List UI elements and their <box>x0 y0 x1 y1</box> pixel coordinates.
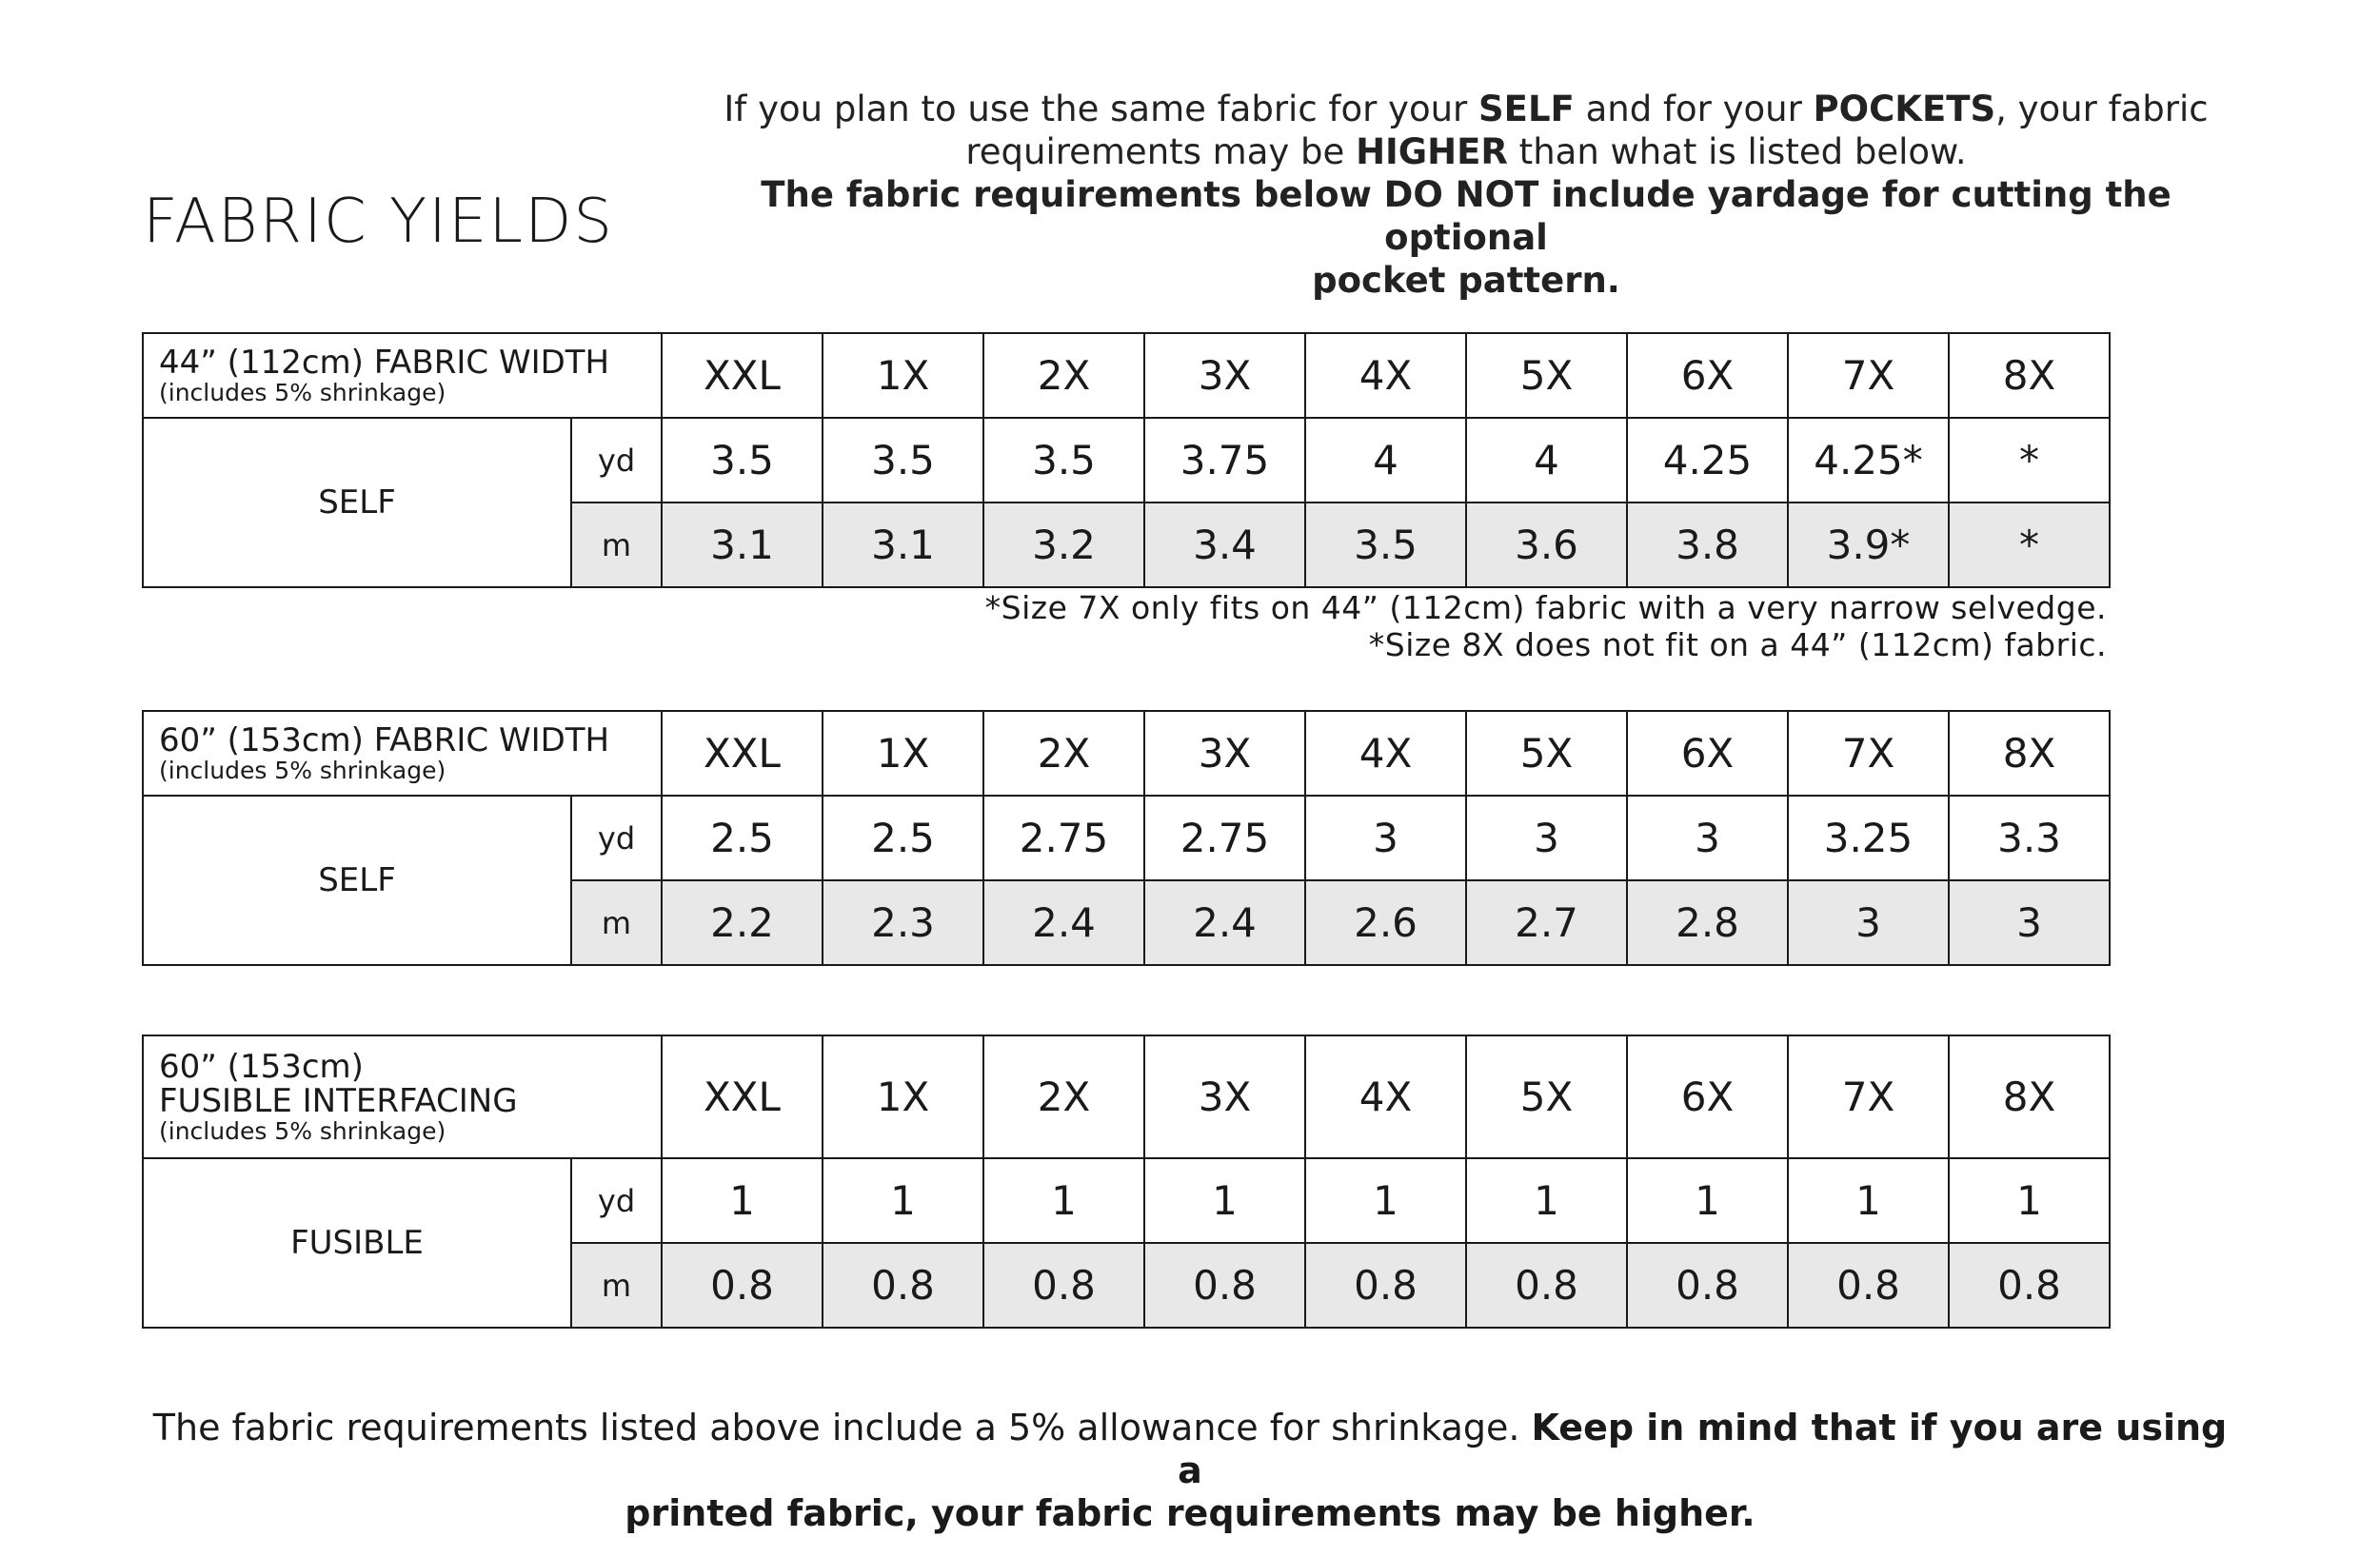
value-cell: 3.5 <box>662 418 823 503</box>
unit-label: m <box>571 503 662 587</box>
shrinkage-note: (includes 5% shrinkage) <box>159 756 446 784</box>
value-cell: 3 <box>1949 880 2110 965</box>
size-header: 8X <box>1949 1035 2110 1158</box>
shrinkage-note: (includes 5% shrinkage) <box>159 1116 446 1145</box>
table-header <box>143 1035 662 1158</box>
fabric-table-60 <box>142 710 2111 966</box>
value-cell: 1 <box>983 1158 1144 1243</box>
size-header: 5X <box>1466 333 1627 418</box>
value-cell: 3.1 <box>662 503 823 587</box>
value-cell: 4 <box>1466 418 1627 503</box>
size-notes <box>985 589 2107 663</box>
footer-bold-text: Keep in mind that if you are using a <box>1178 1407 2228 1491</box>
value-cell: 1 <box>1788 1158 1949 1243</box>
value-cell: 2.75 <box>983 796 1144 880</box>
value-cell: 1 <box>1466 1158 1627 1243</box>
unit-label: m <box>571 880 662 965</box>
intro-line-3 <box>704 173 2228 259</box>
value-cell: 4 <box>1305 418 1466 503</box>
value-cell: 1 <box>662 1158 823 1243</box>
size-header-row <box>143 333 2110 418</box>
size-header: XXL <box>662 711 823 796</box>
value-cell: 1 <box>1949 1158 2110 1243</box>
size-header-row <box>143 1035 2110 1158</box>
value-cell: 3.5 <box>1305 503 1466 587</box>
value-cell: 3 <box>1466 796 1627 880</box>
size-header: 1X <box>823 333 983 418</box>
value-cell: 0.8 <box>1788 1243 1949 1328</box>
row-label: SELF <box>143 418 571 587</box>
fabric-width-label: 60” (153cm) <box>159 1047 364 1086</box>
intro-line-4 <box>704 259 2228 302</box>
shrinkage-note: (includes 5% shrinkage) <box>159 378 446 406</box>
fusible-table-60 <box>142 1035 2111 1329</box>
value-cell: 3 <box>1627 796 1788 880</box>
size-header: 7X <box>1788 711 1949 796</box>
intro-text: requirements may be <box>965 131 1357 172</box>
value-cell: 1 <box>1144 1158 1305 1243</box>
size-header: 6X <box>1627 333 1788 418</box>
yd-row <box>143 1158 2110 1243</box>
value-cell: 2.2 <box>662 880 823 965</box>
row-label: SELF <box>143 796 571 965</box>
size-header: XXL <box>662 1035 823 1158</box>
yd-row <box>143 418 2110 503</box>
table-header <box>143 333 662 418</box>
size-header: 5X <box>1466 1035 1627 1158</box>
value-cell: 2.3 <box>823 880 983 965</box>
value-cell: 3.9* <box>1788 503 1949 587</box>
footer-text: The fabric requirements listed above include a 5% allowance for shrinkage. <box>152 1407 1532 1449</box>
yd-row <box>143 796 2110 880</box>
value-cell: 3.1 <box>823 503 983 587</box>
fabric-width-label: 60” (153cm) FABRIC WIDTH <box>159 720 610 759</box>
intro-note <box>704 88 2228 302</box>
fabric-table-44 <box>142 332 2111 588</box>
page-title: FABRIC YIELDS <box>143 187 614 257</box>
value-cell: 3 <box>1788 880 1949 965</box>
value-cell: 0.8 <box>1305 1243 1466 1328</box>
size-header: 3X <box>1144 333 1305 418</box>
size-header: 6X <box>1627 1035 1788 1158</box>
unit-label: m <box>571 1243 662 1328</box>
value-cell: 2.8 <box>1627 880 1788 965</box>
size-header: 7X <box>1788 1035 1949 1158</box>
size-header: 8X <box>1949 333 2110 418</box>
size-header: 4X <box>1305 711 1466 796</box>
value-cell: 2.6 <box>1305 880 1466 965</box>
size-header: 5X <box>1466 711 1627 796</box>
size-header: 3X <box>1144 711 1305 796</box>
interfacing-label: FUSIBLE INTERFACING <box>159 1081 518 1120</box>
value-cell: 3.25 <box>1788 796 1949 880</box>
note-7x: *Size 7X only fits on 44” (112cm) fabric with a very narrow selvedge. <box>984 589 2107 626</box>
value-cell: 4.25 <box>1627 418 1788 503</box>
value-cell: 0.8 <box>1949 1243 2110 1328</box>
size-header: 3X <box>1144 1035 1305 1158</box>
intro-text: If you plan to use the same fabric for your <box>724 89 1479 129</box>
size-header: 2X <box>983 711 1144 796</box>
value-cell: 3.75 <box>1144 418 1305 503</box>
footer-line-1 <box>143 1407 2237 1492</box>
value-cell: 2.5 <box>823 796 983 880</box>
intro-emphasis-self: SELF <box>1478 89 1575 129</box>
intro-text: than what is listed below. <box>1507 131 1967 172</box>
value-cell: 0.8 <box>983 1243 1144 1328</box>
size-header-row <box>143 711 2110 796</box>
size-header: 6X <box>1627 711 1788 796</box>
size-header: 4X <box>1305 1035 1466 1158</box>
value-cell: 2.4 <box>983 880 1144 965</box>
intro-line-2 <box>704 130 2228 173</box>
value-cell: 3.6 <box>1466 503 1627 587</box>
value-cell: 3.5 <box>823 418 983 503</box>
note-8x: *Size 8X does not fit on a 44” (112cm) fabric. <box>1368 626 2107 663</box>
value-cell: 1 <box>823 1158 983 1243</box>
intro-bold-text: The fabric requirements below DO NOT include yardage for cutting the optional <box>761 174 2172 258</box>
unit-label: yd <box>571 1158 662 1243</box>
footer-note <box>143 1407 2237 1535</box>
size-header: 4X <box>1305 333 1466 418</box>
size-header: XXL <box>662 333 823 418</box>
value-cell: 0.8 <box>662 1243 823 1328</box>
value-cell: * <box>1949 503 2110 587</box>
table-header <box>143 711 662 796</box>
footer-line-2 <box>143 1492 2237 1535</box>
size-header: 1X <box>823 711 983 796</box>
intro-line-1 <box>704 88 2228 130</box>
size-header: 8X <box>1949 711 2110 796</box>
size-header: 2X <box>983 1035 1144 1158</box>
value-cell: 3.8 <box>1627 503 1788 587</box>
unit-label: yd <box>571 418 662 503</box>
value-cell: 2.4 <box>1144 880 1305 965</box>
value-cell: 2.5 <box>662 796 823 880</box>
row-label: FUSIBLE <box>143 1158 571 1328</box>
fabric-width-label: 44” (112cm) FABRIC WIDTH <box>159 343 610 382</box>
intro-bold-text: pocket pattern. <box>1312 260 1620 301</box>
value-cell: 0.8 <box>1466 1243 1627 1328</box>
value-cell: 3.2 <box>983 503 1144 587</box>
value-cell: 0.8 <box>1627 1243 1788 1328</box>
size-header: 2X <box>983 333 1144 418</box>
value-cell: 3 <box>1305 796 1466 880</box>
value-cell: 0.8 <box>1144 1243 1305 1328</box>
value-cell: * <box>1949 418 2110 503</box>
intro-text: and for your <box>1574 89 1814 129</box>
size-header: 7X <box>1788 333 1949 418</box>
intro-text: , your fabric <box>1995 89 2209 129</box>
value-cell: 0.8 <box>823 1243 983 1328</box>
value-cell: 3.4 <box>1144 503 1305 587</box>
value-cell: 1 <box>1305 1158 1466 1243</box>
value-cell: 3.5 <box>983 418 1144 503</box>
value-cell: 3.3 <box>1949 796 2110 880</box>
value-cell: 2.75 <box>1144 796 1305 880</box>
intro-emphasis-higher: HIGHER <box>1356 131 1508 172</box>
intro-emphasis-pockets: POCKETS <box>1813 89 1996 129</box>
size-header: 1X <box>823 1035 983 1158</box>
value-cell: 1 <box>1627 1158 1788 1243</box>
unit-label: yd <box>571 796 662 880</box>
value-cell: 2.7 <box>1466 880 1627 965</box>
footer-bold-text: printed fabric, your fabric requirements may be higher. <box>625 1492 1755 1534</box>
value-cell: 4.25* <box>1788 418 1949 503</box>
